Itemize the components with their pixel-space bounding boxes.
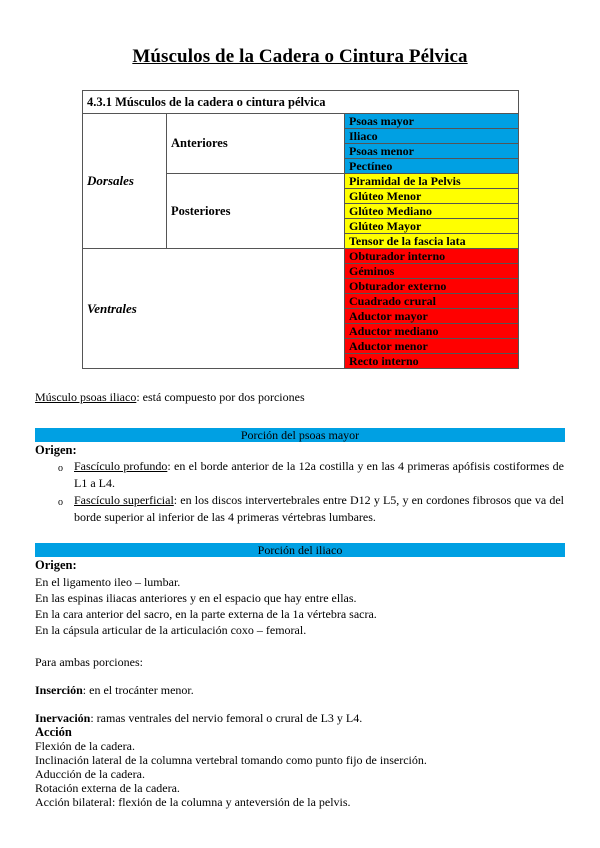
muscle-cell: Cuadrado crural [345,294,519,309]
origen-label: Origen: [35,558,77,572]
list-item [74,492,564,526]
inervacion [35,711,362,726]
list-item [74,458,564,492]
muscle-cell: Glúteo Mediano [345,204,519,219]
accion-line: Flexión de la cadera. [35,739,135,753]
list-item-text: : en el borde anterior de la 12a costilla y en las 4 primeras apófisis costiformes de L1 a L4. [74,459,564,490]
ambas-intro: Para ambas porciones: [35,655,143,669]
muscle-cell: Psoas menor [345,144,519,159]
muscle-cell: Géminos [345,264,519,279]
origen-line: En el ligamento ileo – lumbar. [35,575,181,589]
origen-line: En las espinas iliacas anteriores y en el espacio que hay entre ellas. [35,591,357,605]
muscle-cell: Obturador interno [345,249,519,264]
list-item-text: : en los discos intervertebrales entre D12 y L5, y en cordones fibrosos que va del borde superior al inferior de las 4 primeras vértebras lumbares. [74,493,565,524]
accion-line: Acción bilateral: flexión de la columna y anteversión de la pelvis. [35,795,351,809]
psoas-intro [35,390,305,405]
insercion-text: : en el trocánter menor. [82,683,194,697]
inervacion-text: : ramas ventrales del nervio femoral o crural de L3 y L4. [90,711,363,725]
muscle-cell: Aductor mayor [345,309,519,324]
accion-line: Aducción de la cadera. [35,767,145,781]
section-band-iliaco: Porción del iliaco [35,543,565,557]
inervacion-label: Inervación [35,711,91,725]
muscle-cell: Psoas mayor [345,114,519,129]
bullet-icon: o [58,497,63,508]
muscle-cell: Aductor menor [345,339,519,354]
list-item-term: Fascículo superficial [74,493,174,507]
group-posteriores: Posteriores [167,174,345,249]
muscle-cell: Recto interno [345,354,519,369]
muscle-cell: Glúteo Mayor [345,219,519,234]
muscle-cell: Pectíneo [345,159,519,174]
muscle-cell: Obturador externo [345,279,519,294]
list-item-term: Fascículo profundo [74,459,168,473]
page-title: Músculos de la Cadera o Cintura Pélvica [132,46,468,67]
table-caption: 4.3.1 Músculos de la cadera o cintura pélvica [83,91,519,114]
accion-line: Rotación externa de la cadera. [35,781,180,795]
muscle-cell: Glúteo Menor [345,189,519,204]
psoas-intro-text: : está compuesto por dos porciones [136,390,305,404]
insercion-label: Inserción [35,683,83,697]
section-band-psoas-mayor: Porción del psoas mayor [35,428,565,442]
psoas-intro-term: Músculo psoas iliaco [35,390,137,404]
origen-label: Origen: [35,443,77,457]
accion-label: Acción [35,725,72,739]
region-ventrales: Ventrales [83,249,345,369]
group-anteriores: Anteriores [167,114,345,174]
accion-line: Inclinación lateral de la columna vertebral tomando como punto fijo de inserción. [35,753,427,767]
bullet-icon: o [58,463,63,474]
origen-line: En la cara anterior del sacro, en la parte externa de la 1a vértebra sacra. [35,607,377,621]
muscles-table [82,90,519,369]
muscle-cell: Iliaco [345,129,519,144]
muscle-cell: Aductor mediano [345,324,519,339]
muscle-cell: Tensor de la fascia lata [345,234,519,249]
origen-line: En la cápsula articular de la articulación coxo – femoral. [35,623,307,637]
insercion [35,683,194,698]
region-dorsales: Dorsales [83,114,167,249]
muscle-cell: Piramidal de la Pelvis [345,174,519,189]
